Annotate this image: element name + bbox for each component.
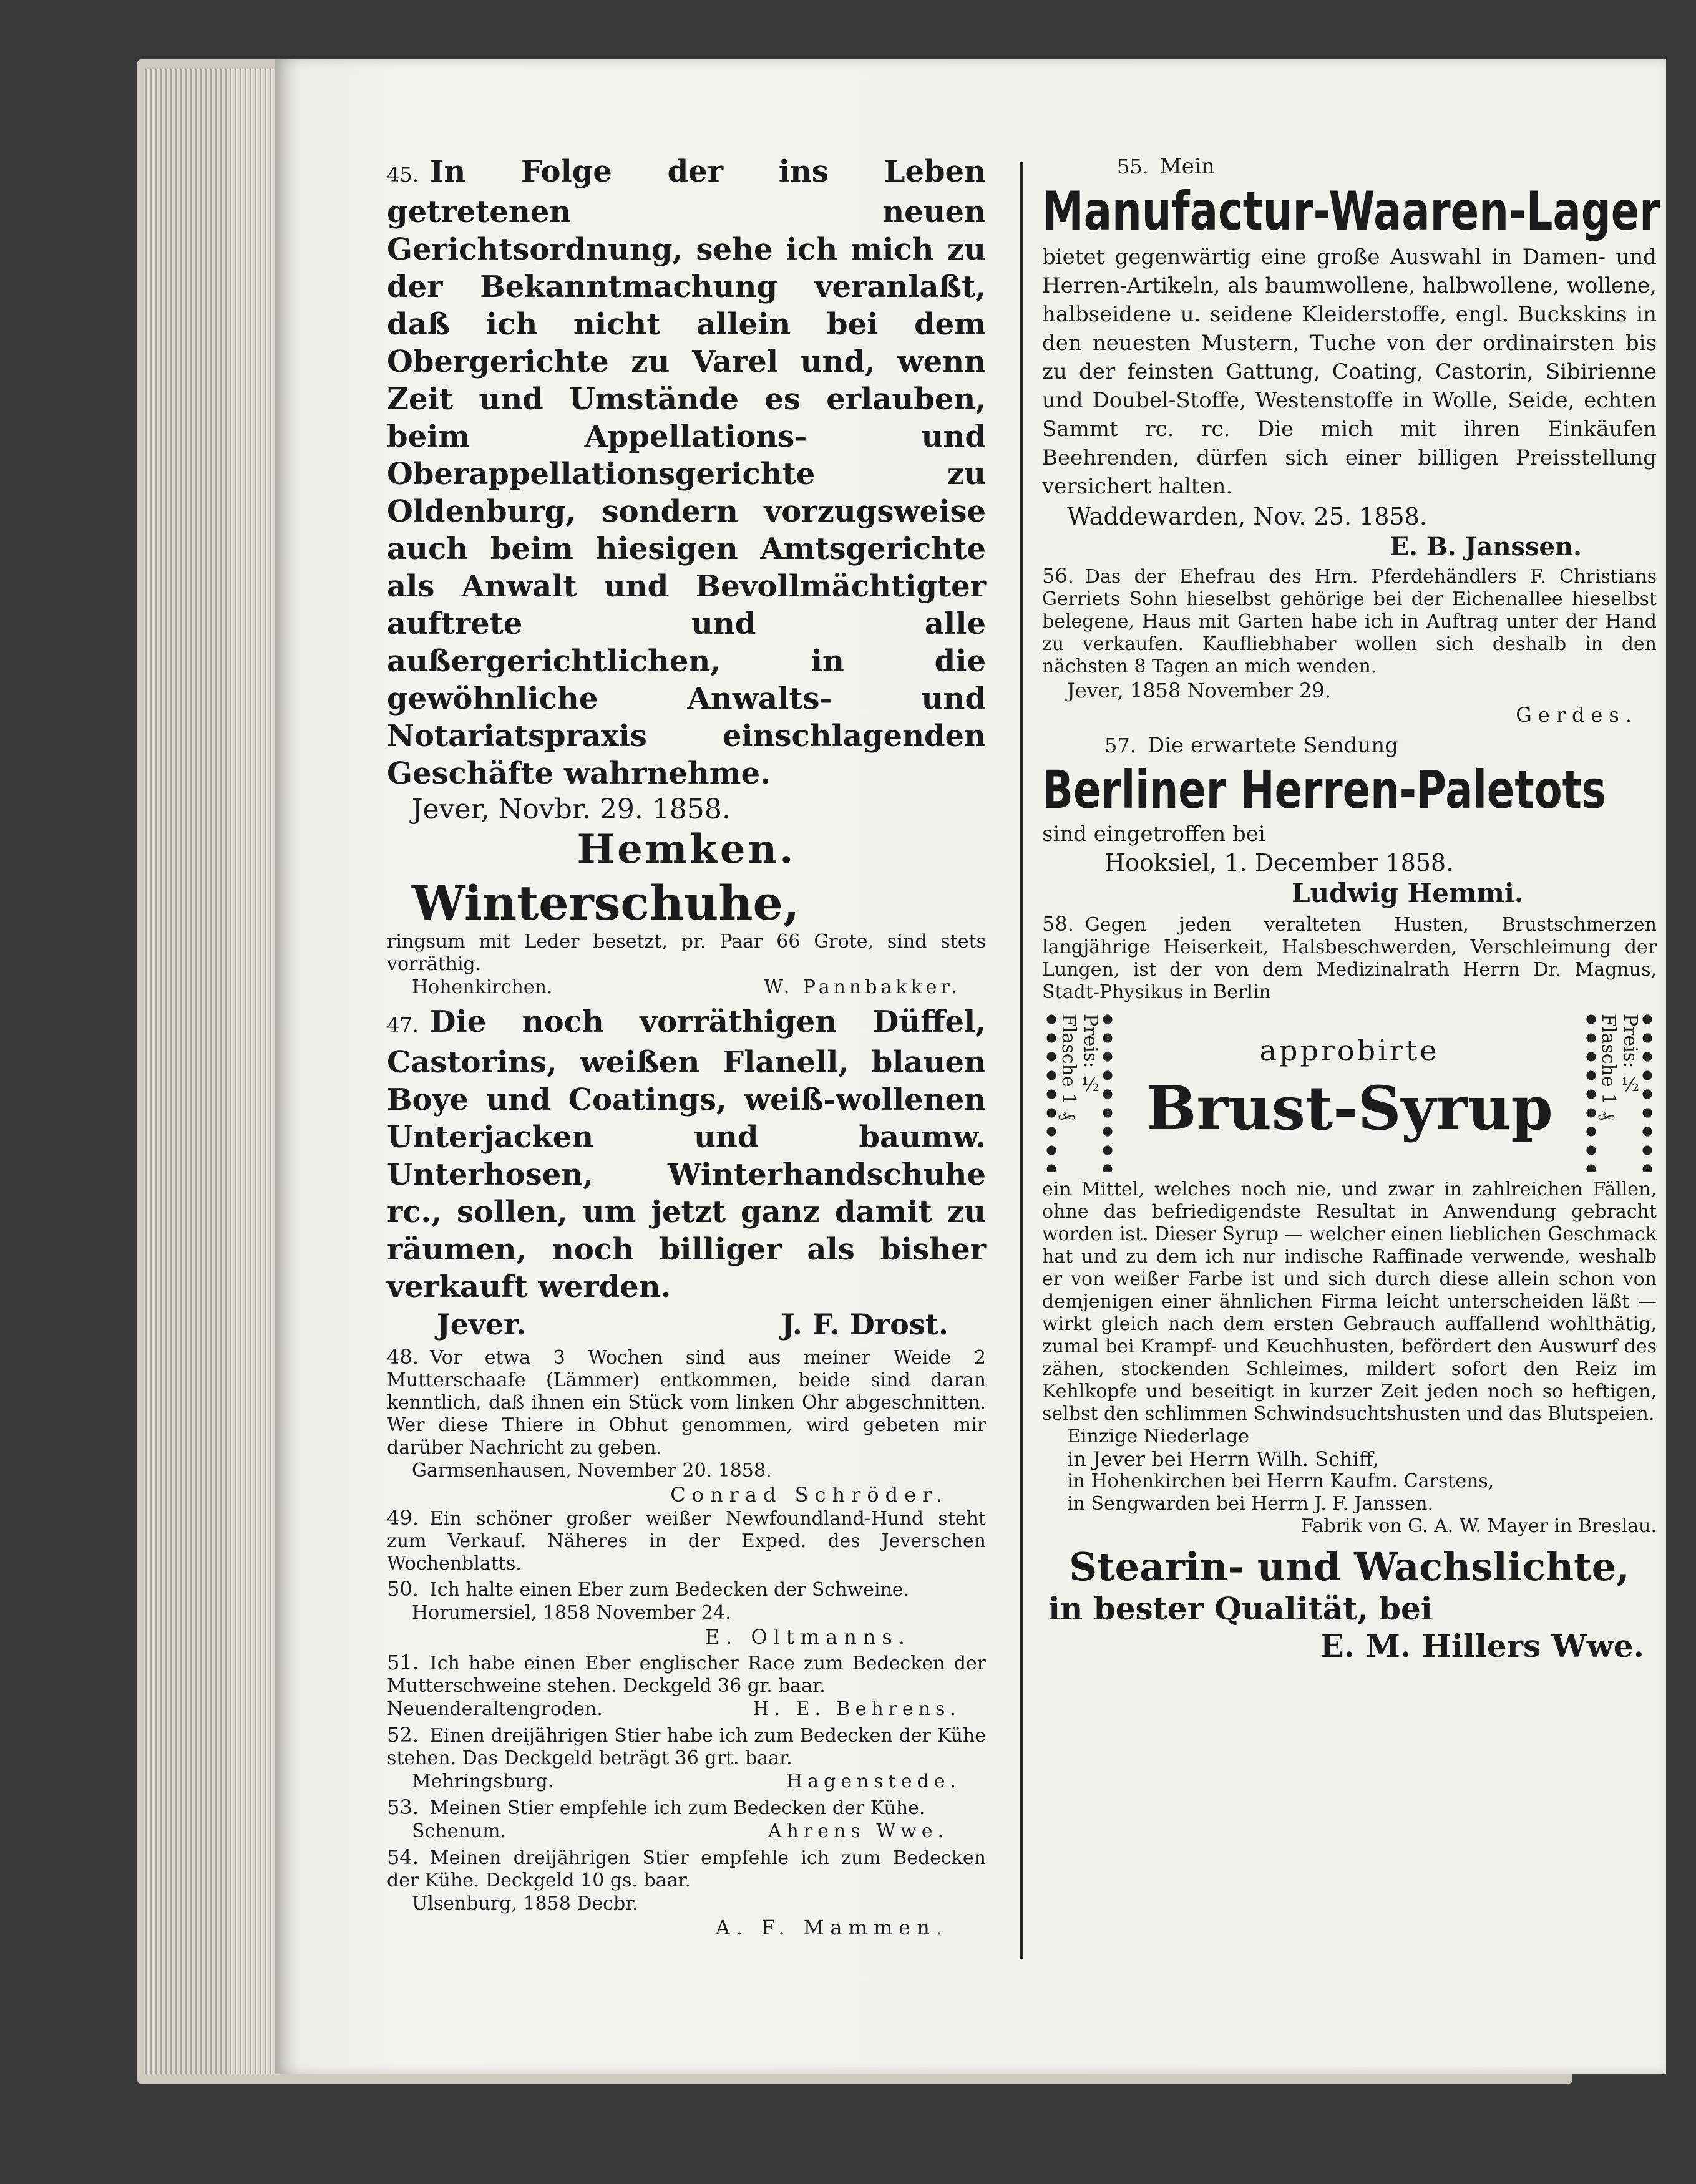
ad-text: Vor etwa 3 Wochen sind aus meiner Weide 2 Mutterschaafe (Lämmer) entkommen, beide sind daran kenntlich, daß ihnen ein Stück vom linken Ohr abgeschnitten. Wer diese Thiere in Obhut genommen, wird gebeten mir darüber Nachricht zu geben.: [387, 1347, 986, 1458]
signature: A. F. Mammen.: [715, 1916, 948, 1939]
place-date: Jever, 1858 November 29.: [1067, 679, 1331, 702]
ad-59: [1042, 1544, 1657, 1665]
subheadline: in bester Qualität, bei: [1048, 1590, 1433, 1627]
subheadline: approbirte: [1259, 1034, 1440, 1067]
page-edges: [144, 69, 281, 2074]
price-label: Preis: ½ Flasche 1 ₰: [1596, 1010, 1642, 1172]
ad-intro: Mein: [1159, 154, 1215, 179]
signature: H. E. Behrens.: [753, 1698, 961, 1720]
ad-56: [1042, 565, 1657, 727]
ad-text: Ich halte einen Eber zum Bedecken der Schweine.: [429, 1579, 910, 1601]
price-badge-right: [1582, 1010, 1657, 1172]
ad-text: Meinen dreijährigen Stier empfehle ich zum Bedecken der Kühe. Deckgeld 10 gs. baar.: [387, 1847, 986, 1891]
ad-number: 56.: [1042, 564, 1074, 588]
ad-number: 50.: [387, 1577, 419, 1601]
signature: J. F. Drost.: [781, 1308, 948, 1341]
signature: Ludwig Hemmi.: [1292, 878, 1524, 908]
price-badge-left: [1042, 1010, 1117, 1172]
ad-55: [1042, 153, 1660, 562]
place: Hohenkirchen.: [412, 976, 553, 998]
ad-number: 54.: [387, 1845, 419, 1869]
ad-text: Einen dreijährigen Stier habe ich zum Bedecken der Kühe stehen. Das Deckgeld beträgt 36 grt. baar.: [387, 1725, 986, 1769]
ad-number: 58.: [1042, 912, 1074, 936]
ad-number: 49.: [387, 1506, 419, 1530]
place-date: Horumersiel, 1858 November 24.: [412, 1602, 731, 1624]
price-label: Preis: ½ Flasche 1 ₰: [1056, 1010, 1103, 1172]
ad-54: [387, 1846, 986, 1939]
right-column: [1042, 153, 1660, 1665]
ad-text: In Folge der ins Leben getretenen neuen Gerichtsordnung, sehe ich mich zu der Bekanntmachung veranlaßt, daß ich nicht allein bei dem Obergerichte zu Varel und, wenn Zeit und Umstände es erlauben, beim Appellations- und Oberappellationsgerichte zu Oldenburg, sondern vorzugsweise auch beim hiesigen Amtsgerichte als Anwalt und Bevollmächtigter auftrete und alle außergerichtlichen, in die gewöhnliche Anwalts- und Notariatspraxis einschlagenden Geschäfte wahrnehme.: [387, 154, 986, 791]
ad-text: Das der Ehefrau des Hrn. Pferdehändlers F. Christians Gerriets Sohn hieselbst gehörige bei der Eichenallee hieselbst belegene, Haus mit Garten habe ich in Auftrag unter der Hand zu verkaufen. Kaufliebhaber wollen sich deshalb in den nächsten 8 Tagen an mich wenden.: [1042, 566, 1657, 677]
headline: Manufactur-Waaren-Lager: [1042, 180, 1660, 243]
place-date: Garmsenhausen, November 20. 1858.: [412, 1460, 772, 1482]
ad-number: 53.: [387, 1795, 419, 1819]
place: Neuenderaltengroden.: [387, 1698, 603, 1720]
ad-50: [387, 1578, 986, 1649]
ad-number: 57.: [1104, 734, 1136, 757]
ad-text: Gegen jeden veralteten Husten, Brustschmerzen langjährige Heiserkeit, Halsbeschwerden, Verschleimung der Lungen, ist der von dem Medizinalrath Herrn Dr. Magnus, Stadt-Physikus in Berlin: [1042, 914, 1657, 1003]
signature: E. Oltmanns.: [704, 1625, 911, 1649]
place: Schenum.: [412, 1820, 507, 1842]
headline: Brust-Syrup: [1146, 1073, 1553, 1143]
signature: Gerdes.: [1516, 703, 1638, 727]
ad-text: bietet gegenwärtig eine große Auswahl in Damen- und Herren-Artikeln, als baumwollene, halbwollene, wollene, halbseidene u. seidene Kleiderstoffe, engl. Buckskins in den neuesten Mustern, Tuche von der ordinairsten bis zu der feinsten Gattung, Coating, Castorin, Sibirienne und Doubel-Stoffe, Westenstoffe in Wolle, Seide, echten Sammt rc. rc. Die mich mit ihren Einkäufen Beehrenden, dürfen sich einer billigen Preisstellung versichert halten.: [1042, 245, 1657, 499]
ad-51: [387, 1651, 986, 1721]
ad-number: 48.: [387, 1345, 419, 1369]
ad-45: [387, 153, 986, 872]
ad-text: sind eingetroffen bei: [1042, 822, 1265, 847]
signature: Conrad Schröder.: [670, 1483, 948, 1507]
ad-intro: Die erwartete Sendung: [1147, 733, 1398, 758]
place: Jever.: [437, 1308, 527, 1341]
column-divider: [1020, 162, 1023, 1959]
place-date: Ulsenburg, 1858 Decbr.: [412, 1893, 638, 1915]
headline: Winterschuhe,: [412, 875, 800, 931]
depot-line: in Sengwarden bei Herrn J. F. Janssen.: [1067, 1493, 1434, 1515]
ad-number: 55.: [1117, 155, 1149, 178]
ad-text: Meinen Stier empfehle ich zum Bedecken der Kühe.: [429, 1797, 925, 1819]
ad-number: 45.: [387, 163, 419, 187]
signature: Hagenstede.: [786, 1770, 961, 1792]
ad-52: [387, 1724, 986, 1793]
ad-text-continued: ein Mittel, welches noch nie, und zwar in zahlreichen Fällen, ohne das befriedigendste Resultat in Anwendung gebracht worden ist. Dieser Syrup — welcher einen lieblichen Geschmack hat und zu dem ich nur indische Raffinade verwende, weshalb er von weißer Farbe ist und sich durch diese allein schon von demjenigen einer ähnlichen Firma leicht unterscheiden läßt — wirkt gleich nach dem ersten Gebrauch auffallend wohlthätig, zumal bei Krampf- und Keuchhusten, befördert den Auswurf des zähen, stockenden Schleimes, mildert sofort den Reiz im Kehlkopfe und beseitigt in kurzer Zeit jeden noch so heftigen, selbst den schlimmen Schwindsuchtshusten und das Blutspeien.: [1042, 1178, 1657, 1425]
headline: Berliner Herren-Paletots: [1042, 759, 1607, 820]
place: Mehringsburg.: [412, 1770, 554, 1792]
ad-47: [387, 1003, 986, 1343]
place-date: Jever, Novbr. 29. 1858.: [412, 794, 731, 825]
ad-text: Ich habe einen Eber englischer Race zum Bedecken der Mutterschweine stehen. Deckgeld 36 gr. baar.: [387, 1653, 986, 1697]
signature: E. B. Janssen.: [1390, 532, 1582, 561]
ad-text: Die noch vorräthigen Düffel, Castorins, weißen Flanell, blauen Boye und Coatings, weiß-wollenen Unterjacken und baumw. Unterhosen, Winterhandschuhe rc., sollen, um jetzt ganz damit zu räumen, noch billiger als bisher verkauft werden.: [387, 1004, 986, 1304]
left-column: [387, 153, 986, 1939]
ad-number: 52.: [387, 1723, 419, 1747]
ad-text: ringsum mit Leder besetzt, pr. Paar 66 Grote, sind stets vorräthig.: [387, 931, 986, 975]
maker-line: Fabrik von G. A. W. Mayer in Breslau.: [1300, 1515, 1657, 1537]
place-date: Waddewarden, Nov. 25. 1858.: [1067, 503, 1427, 530]
ad-text: Ein schöner großer weißer Newfoundland-Hund steht zum Verkauf. Näheres in der Exped. des Jeverschen Wochenblatts.: [387, 1508, 986, 1575]
ad-57: [1042, 732, 1657, 909]
depot-line: in Jever bei Herrn Wilh. Schiff,: [1067, 1447, 1379, 1471]
headline: Stearin- und Wachslichte,: [1069, 1544, 1630, 1589]
depot-title: Einzige Niederlage: [1067, 1425, 1250, 1447]
signature: W. Pannbakker.: [764, 976, 961, 998]
ad-48: [387, 1346, 986, 1507]
signature: E. M. Hillers Wwe.: [1320, 1628, 1644, 1664]
depot-line: in Hohenkirchen bei Herrn Kaufm. Carstens,: [1067, 1470, 1494, 1492]
ad-number: 51.: [387, 1651, 419, 1674]
signature: Ahrens Wwe.: [768, 1820, 948, 1842]
ad-58: [1042, 913, 1657, 1538]
ad-46: [387, 876, 986, 999]
ad-53: [387, 1796, 986, 1843]
signature: Hemken.: [577, 826, 796, 873]
ad-number: 47.: [387, 1013, 419, 1037]
ad-49: [387, 1507, 986, 1575]
place-date: Hooksiel, 1. December 1858.: [1104, 849, 1454, 876]
